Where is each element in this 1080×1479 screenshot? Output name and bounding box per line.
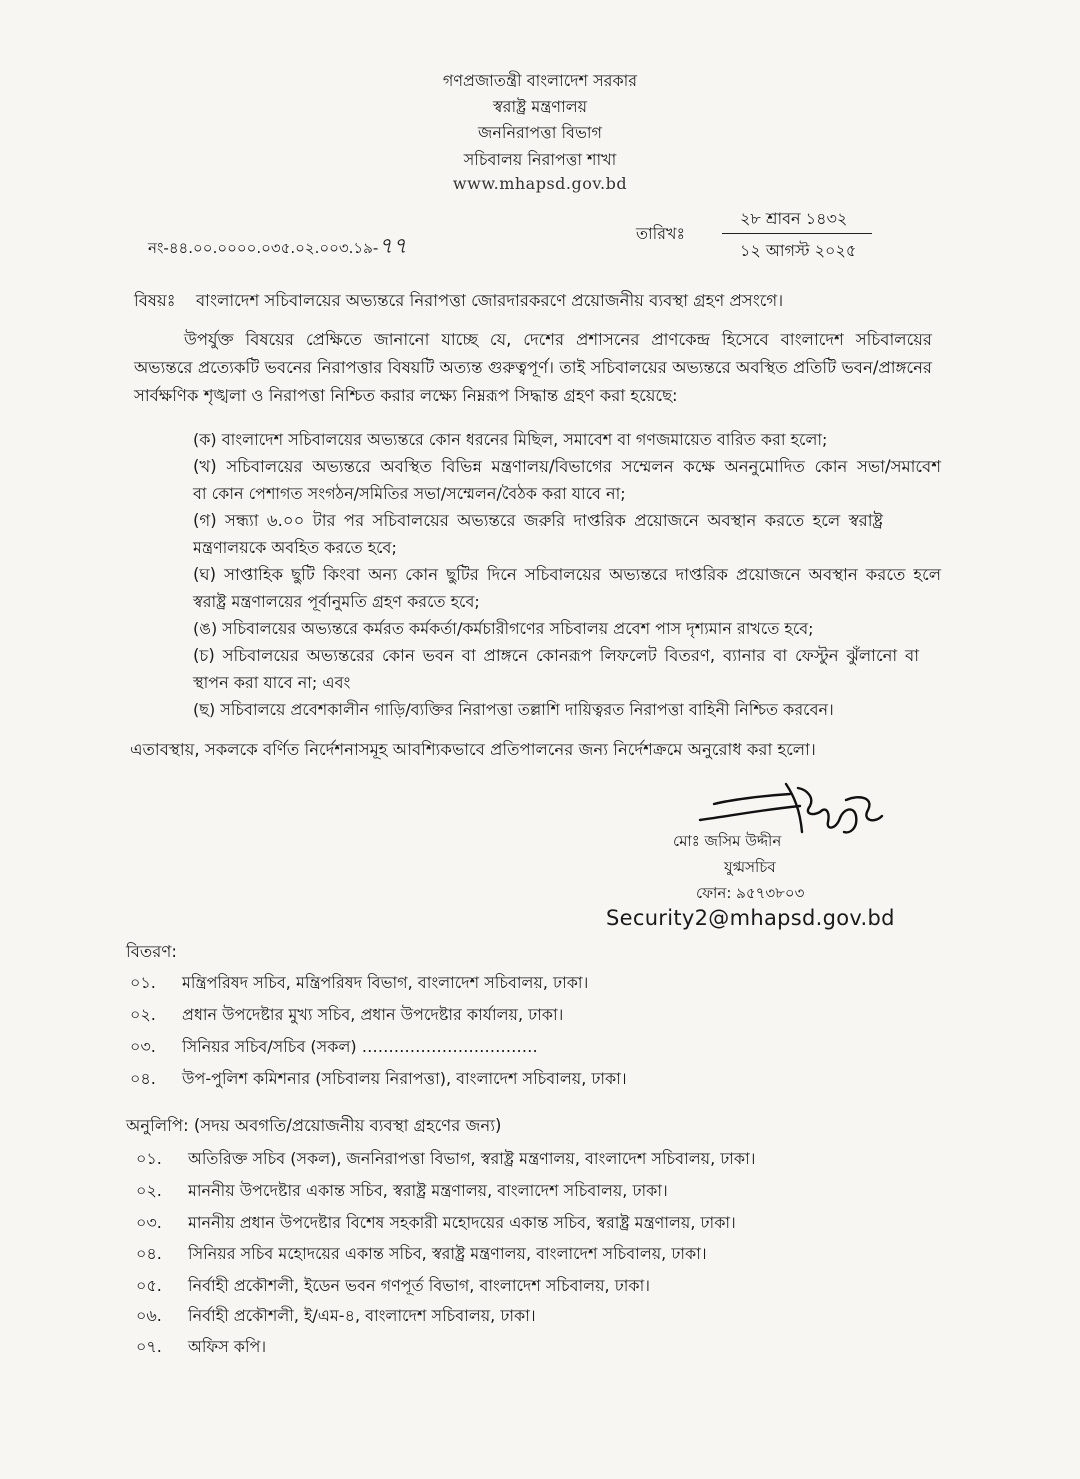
copy-item: ০১. অতিরিক্ত সচিব (সকল), জননিরাপত্তা বিভাগ, স্বরাষ্ট্র মন্ত্রণালয়, বাংলাদেশ সচিবালয়, ঢাকা। [136, 1149, 756, 1168]
intro-line-2: অভ্যন্তরে প্রত্যেকটি ভবনের নিরাপত্তার বিষয়টি অত্যন্ত গুরুত্বপূর্ণ। তাই সচিবালয়ের অভ্যন্তরে অবস্থিত প্রতিটি ভবন/প্রাঙ্গনের [134, 358, 932, 377]
signatory-name: মোঃ জসিম উদ্দীন [673, 832, 782, 850]
memo-number [148, 229, 407, 266]
directive-ga-line-2: মন্ত্রণালয়কে অবহিত করতে হবে; [193, 538, 397, 557]
directive-gha-line-1: (ঘ) সাপ্তাহিক ছুটি কিংবা অন্য কোন ছুটির দিনে সচিবালয়ের অভ্যন্তরে দাপ্তরিক প্রয়োজনে অবস্থান করতে হলে [193, 565, 941, 584]
date-label: তারিখঃ [636, 224, 686, 243]
copy-label: অনুলিপি: (সদয় অবগতি/প্রয়োজনীয় ব্যবস্থা গ্রহণের জন্য) [126, 1116, 502, 1135]
date-gregorian: ১২ আগস্ট ২০২৫ [740, 241, 857, 260]
date-divider [722, 233, 872, 234]
intro-line-1: উপর্যুক্ত বিষয়ের প্রেক্ষিতে জানানো যাচ্ছে যে, দেশের প্রশাসনের প্রাণকেন্দ্র হিসেবে বাংলাদেশ সচিবালয়ের [184, 330, 932, 349]
govt-name: গণপ্রজাতন্ত্রী বাংলাদেশ সরকার [442, 71, 638, 90]
directive-ga-line-1: (গ) সন্ধ্যা ৬.০০ টার পর সচিবালয়ের অভ্যন্তরে জরুরি দাপ্তরিক প্রয়োজনে অবস্থান করতে হলে স্বরাষ্ট্র [193, 511, 883, 530]
section-name: সচিবালয় নিরাপত্তা শাখা [463, 150, 617, 169]
directive-cha-line-1: (চ) সচিবালয়ের অভ্যন্তরের কোন ভবন বা প্রাঙ্গনে কোনরূপ লিফলেট বিতরণ, ব্যানার বা ফেস্টুন ঝুঁলানো বা [193, 646, 919, 665]
memo-number-prefix: নং-৪৪.০০.০০০০.০৩৫.০২.০০৩.১৯- [148, 239, 379, 257]
ministry-name: স্বরাষ্ট্র মন্ত্রণালয় [492, 97, 588, 116]
date-bangla: ২৮ শ্রাবন ১৪৩২ [740, 209, 848, 228]
copy-item: ০৪. সিনিয়র সচিব মহোদয়ের একান্ত সচিব, স্বরাষ্ট্র মন্ত্রণালয়, বাংলাদেশ সচিবালয়, ঢাকা। [136, 1244, 707, 1263]
directive-gha-line-2: স্বরাষ্ট্র মন্ত্রণালয়ের পূর্বানুমতি গ্রহণ করতে হবে; [193, 592, 480, 611]
intro-line-3: সার্বক্ষণিক শৃঙ্খলা ও নিরাপত্তা নিশ্চিত করার লক্ষ্যে নিম্নরূপ সিদ্ধান্ত গ্রহণ করা হয়েছে: [134, 386, 678, 405]
directive-chha: (ছ) সচিবালয়ে প্রবেশকালীন গাড়ি/ব্যক্তির নিরাপত্তা তল্লাশি দায়িত্বরত নিরাপত্তা বাহিনী নিশ্চিত করবেন। [193, 700, 834, 719]
directive-uo: (ঙ) সচিবালয়ের অভ্যন্তরে কর্মরত কর্মকর্তা/কর্মচারীগণের সচিবালয় প্রবেশ পাস দৃশ্যমান রাখতে হবে; [193, 619, 814, 638]
distribution-item: ০১. মন্ত্রিপরিষদ সচিব, মন্ত্রিপরিষদ বিভাগ, বাংলাদেশ সচিবালয়, ঢাকা। [130, 973, 589, 992]
copy-item: ০২. মাননীয় উপদেষ্টার একান্ত সচিব, স্বরাষ্ট্র মন্ত্রণালয়, বাংলাদেশ সচিবালয়, ঢাকা। [136, 1181, 668, 1200]
subject-text: বাংলাদেশ সচিবালয়ের অভ্যন্তরে নিরাপত্তা জোরদারকরণে প্রয়োজনীয় ব্যবস্থা গ্রহণ প্রসংগে। [196, 291, 784, 310]
signatory-phone: ফোন: ৯৫৭৩৮০৩ [696, 884, 805, 902]
copy-item: ০৬. নির্বাহী প্রকৌশলী, ই/এম-৪, বাংলাদেশ সচিবালয়, ঢাকা। [136, 1306, 536, 1325]
division-name: জননিরাপত্তা বিভাগ [478, 123, 602, 142]
copy-item: ০৫. নির্বাহী প্রকৌশলী, ইডেন ভবন গণপূর্ত বিভাগ, বাংলাদেশ সচিবালয়, ঢাকা। [136, 1276, 650, 1295]
website-link[interactable]: www.mhapsd.gov.bd [452, 174, 628, 193]
distribution-label: বিতরণ: [126, 942, 177, 961]
distribution-item: ০৩. সিনিয়র সচিব/সচিব (সকল) …………………………… [130, 1037, 538, 1056]
directive-kha-line-2: বা কোন পেশাগত সংগঠন/সমিতির সভা/সম্মেলন/বৈঠক করা যাবে না; [193, 484, 626, 503]
directive-kha-line-1: (খ) সচিবালয়ের অভ্যন্তরে অবস্থিত বিভিন্ন মন্ত্রণালয়/বিভাগের সম্মেলন কক্ষে অননুমোদিত কোন সভা/সমাবেশ [193, 457, 941, 476]
directive-cha-line-2: স্থাপন করা যাবে না; এবং [193, 673, 351, 692]
distribution-item: ০৪. উপ-পুলিশ কমিশনার (সচিবালয় নিরাপত্তা), বাংলাদেশ সচিবালয়, ঢাকা। [130, 1069, 627, 1088]
signatory-designation: যুগ্মসচিব [724, 858, 776, 876]
memo-number-handwritten: ৭৭ [378, 234, 407, 259]
signatory-email[interactable]: Security2@mhapsd.gov.bd [606, 906, 895, 930]
closing-text: এতাবস্থায়, সকলকে বর্ণিত নির্দেশনাসমূহ আবশ্যিকভাবে প্রতিপালনের জন্য নির্দেশক্রমে অনুরোধ করা হলো। [130, 740, 816, 759]
subject-label: বিষয়ঃ [134, 291, 176, 310]
distribution-item: ০২. প্রধান উপদেষ্টার মুখ্য সচিব, প্রধান উপদেষ্টার কার্যালয়, ঢাকা। [130, 1005, 564, 1024]
directive-ka: (ক) বাংলাদেশ সচিবালয়ের অভ্যন্তরে কোন ধরনের মিছিল, সমাবেশ বা গণজমায়েত বারিত করা হলো; [193, 430, 828, 449]
copy-item: ০৭. অফিস কপি। [136, 1337, 267, 1356]
copy-item: ০৩. মাননীয় প্রধান উপদেষ্টার বিশেষ সহকারী মহোদয়ের একান্ত সচিব, স্বরাষ্ট্র মন্ত্রণালয়, ঢাকা। [136, 1213, 736, 1232]
